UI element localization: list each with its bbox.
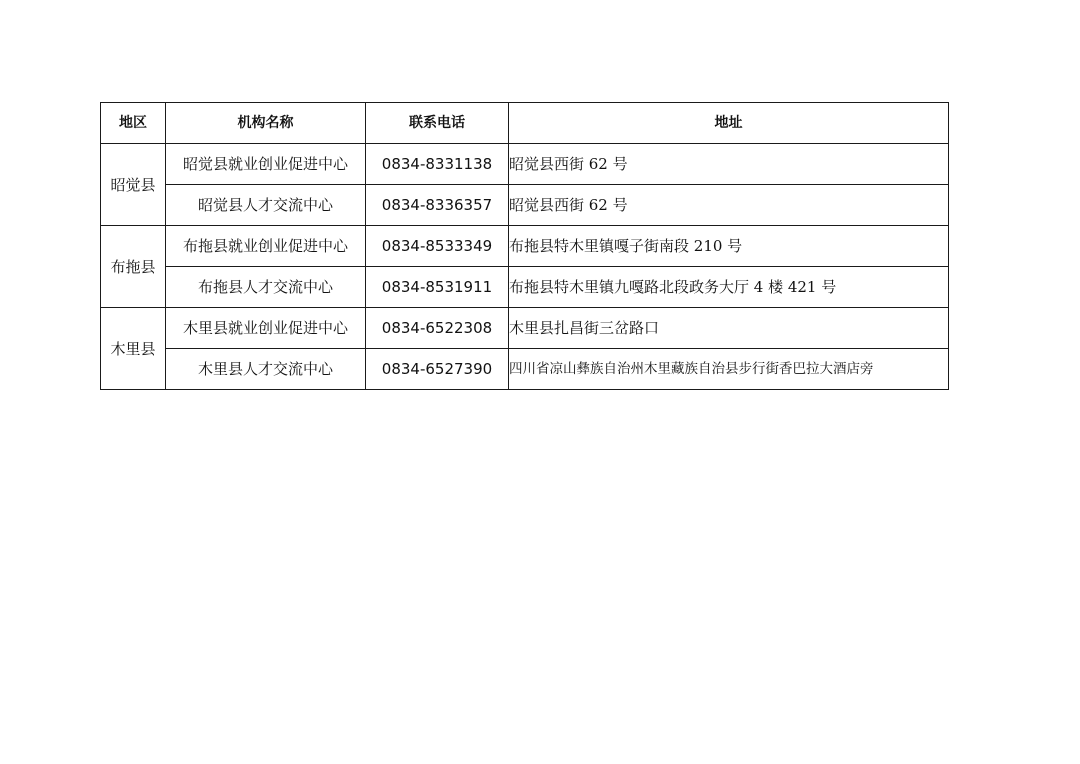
address-cell: 布拖县特木里镇九嘎路北段政务大厅 4 楼 421 号 (509, 267, 949, 308)
phone-cell: 0834-8336357 (366, 185, 509, 226)
organization-cell: 昭觉县人才交流中心 (166, 185, 366, 226)
region-cell: 布拖县 (101, 226, 166, 308)
address-cell: 昭觉县西街 62 号 (509, 144, 949, 185)
phone-cell: 0834-6527390 (366, 349, 509, 390)
table-header-row (101, 103, 949, 144)
header-address: 地址 (509, 103, 949, 144)
address-cell: 布拖县特木里镇嘎子街南段 210 号 (509, 226, 949, 267)
header-phone: 联系电话 (366, 103, 509, 144)
table-row (101, 308, 949, 349)
phone-cell: 0834-8533349 (366, 226, 509, 267)
table-row (101, 267, 949, 308)
phone-cell: 0834-8331138 (366, 144, 509, 185)
table-row (101, 144, 949, 185)
organization-cell: 木里县人才交流中心 (166, 349, 366, 390)
address-cell: 木里县扎昌街三岔路口 (509, 308, 949, 349)
region-cell: 昭觉县 (101, 144, 166, 226)
header-region: 地区 (101, 103, 166, 144)
table-row (101, 226, 949, 267)
organization-cell: 布拖县就业创业促进中心 (166, 226, 366, 267)
region-cell: 木里县 (101, 308, 166, 390)
phone-cell: 0834-6522308 (366, 308, 509, 349)
organization-cell: 木里县就业创业促进中心 (166, 308, 366, 349)
table-row (101, 349, 949, 390)
service-directory-table (100, 102, 949, 390)
address-cell: 昭觉县西街 62 号 (509, 185, 949, 226)
table-row (101, 185, 949, 226)
organization-cell: 昭觉县就业创业促进中心 (166, 144, 366, 185)
phone-cell: 0834-8531911 (366, 267, 509, 308)
organization-cell: 布拖县人才交流中心 (166, 267, 366, 308)
address-cell: 四川省凉山彝族自治州木里藏族自治县步行街香巴拉大酒店旁 (509, 349, 949, 390)
header-organization: 机构名称 (166, 103, 366, 144)
